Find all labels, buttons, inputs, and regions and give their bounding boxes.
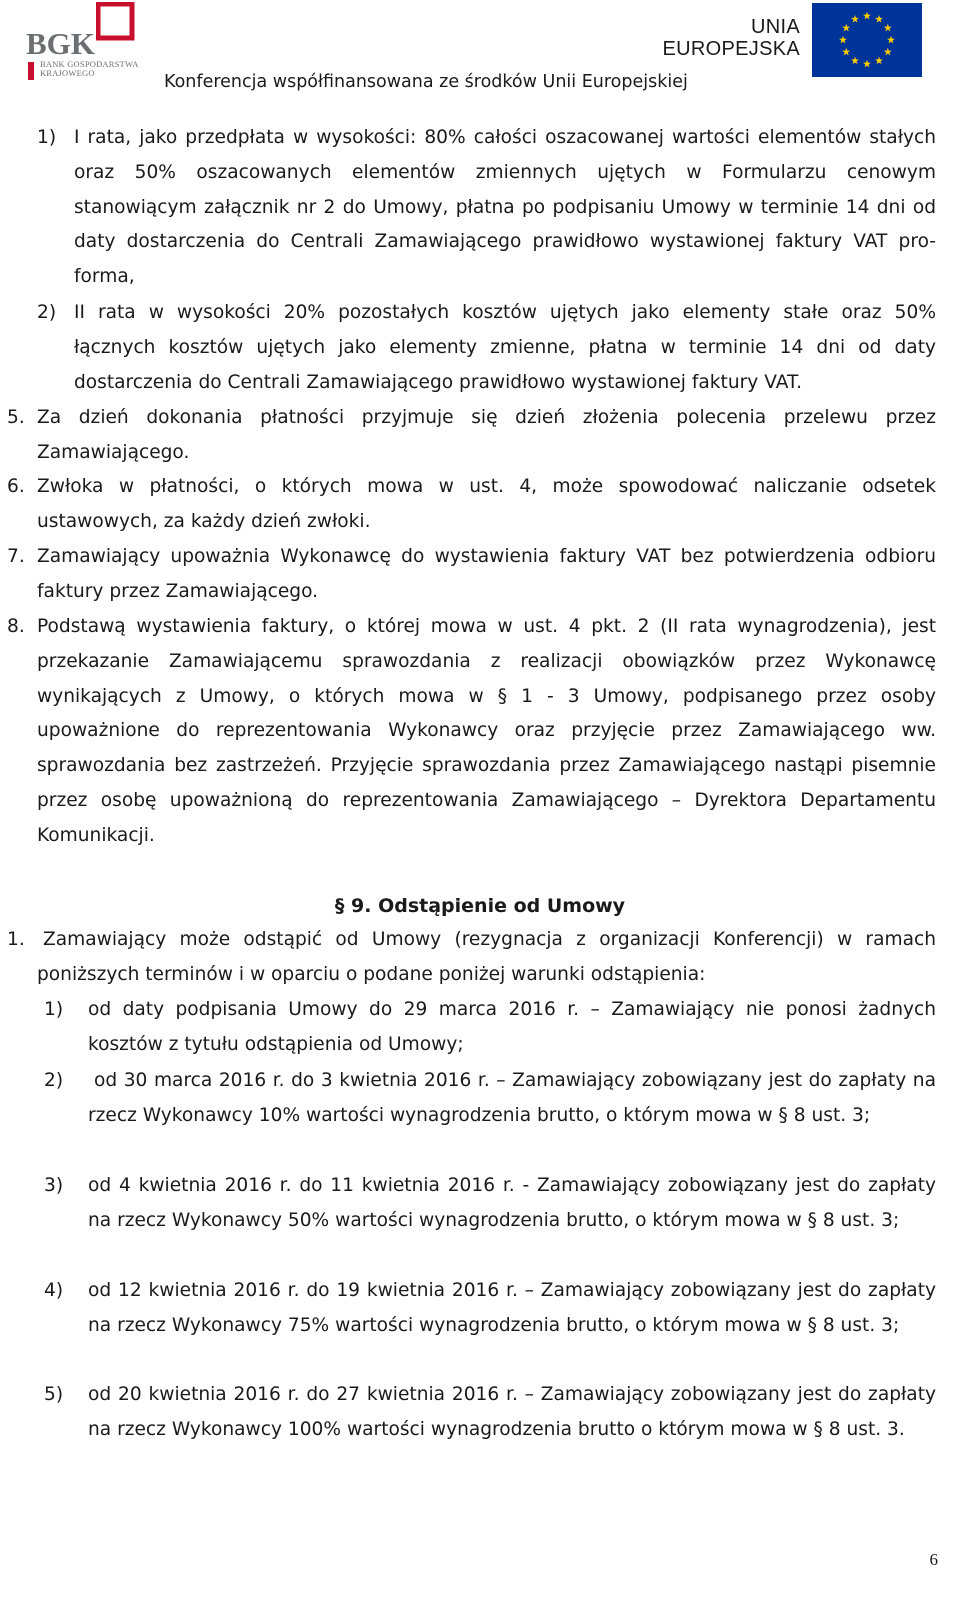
list-number: 1) — [37, 127, 57, 148]
clause-text: Podstawą wystawienia faktury, o której mowa w ust. 4 pkt. 2 (II rata wynagrodzenia), jest przekazanie Zamawiającemu sprawozdania z realizacji obowiązków przez Wykonawcę wynikających z Umowy, o których mowa w § 1 - 3 Umowy, podpisanego przez osoby upoważnione do reprezentowania Wykonawcy oraz przyjęcie przez Zamawiającego ww. sprawozdania bez zastrzeżeń. Przyjęcie sprawozdania przez Zamawiającego nastąpi pisemnie przez osobę upoważnioną do reprezentowania Zamawiającego – Dyrektora Departamentu Komunikacji. — [37, 616, 936, 846]
list-item-text: od 4 kwietnia 2016 r. do 11 kwietnia 2016 r. - Zamawiający zobowiązany jest do zapłaty na rzecz Wykonawcy 50% wartości wynagrodzenia brutto, o którym mowa w § 8 ust. 3; — [88, 1175, 936, 1231]
list-item-text: od 12 kwietnia 2016 r. do 19 kwietnia 2016 r. – Zamawiający zobowiązany jest do zapłaty na rzecz Wykonawcy 75% wartości wynagrodzenia brutto, o którym mowa w § 8 ust. 3; — [88, 1280, 936, 1336]
list-item-text: od daty podpisania Umowy do 29 marca 2016 r. – Zamawiający nie ponosi żadnych kosztów z tytułu odstąpienia od Umowy; — [88, 999, 936, 1055]
withdrawal-term — [44, 993, 936, 1063]
list-item-text: I rata, jako przedpłata w wysokości: 80% całości oszacowanej wartości elementów stałych oraz 50% oszacowanych elementów zmiennych ujętych w Formularzu cenowym stanowiącym załącznik nr 2 do Umowy, płatna po podpisaniu Umowy w terminie 14 dni od daty dostarczenia do Centrali Zamawiającego prawidłowo wystawionej faktury VAT pro-forma, — [74, 127, 936, 288]
page-header — [0, 0, 960, 100]
eu-label-line1: UNIA — [751, 16, 800, 38]
clause — [7, 401, 936, 471]
eu-label — [663, 16, 800, 60]
clause-text: Zwłoka w płatności, o których mowa w ust. 4, może spowodować naliczanie odsetek ustawowych, za każdy dzień zwłoki. — [37, 476, 936, 532]
payment-subitem — [37, 296, 936, 400]
withdrawal-term — [44, 1378, 936, 1448]
bgk-logo-text: BGK — [26, 26, 95, 61]
list-number: 4) — [44, 1280, 64, 1301]
eu-label-line2: EUROPEJSKA — [662, 38, 800, 60]
clause-text: Zamawiający upoważnia Wykonawcę do wystawienia faktury VAT bez potwierdzenia odbioru faktury przez Zamawiającego. — [37, 546, 936, 602]
list-number: 5) — [44, 1384, 64, 1405]
conference-cofinancing-line: Konferencja współfinansowana ze środków Unii Europejskiej — [164, 72, 688, 92]
list-item-text: od 20 kwietnia 2016 r. do 27 kwietnia 2016 r. – Zamawiający zobowiązany jest do zapłaty na rzecz Wykonawcy 100% wartości wynagrodzenia brutto o którym mowa w § 8 ust. 3. — [88, 1384, 936, 1440]
bgk-logo-square-icon — [96, 2, 142, 42]
clause — [7, 923, 936, 993]
clause-number: 1. — [7, 929, 25, 950]
clause-text: Za dzień dokonania płatności przyjmuje się dzień złożenia polecenia przelewu przez Zamawiającego. — [37, 407, 936, 463]
list-number: 2) — [44, 1070, 64, 1091]
bgk-logo-bar — [28, 62, 34, 80]
bgk-logo-subtitle: BANK GOSPODARSTWA KRAJOWEGO — [40, 59, 139, 78]
clause-number: 5. — [7, 407, 25, 428]
clause — [7, 540, 936, 610]
withdrawal-term — [44, 1169, 936, 1239]
clause — [7, 470, 936, 540]
list-number: 3) — [44, 1175, 64, 1196]
eu-flag-icon — [812, 3, 922, 77]
clause — [7, 610, 936, 854]
bgk-logo — [14, 2, 144, 84]
section-title: § 9. Odstąpienie od Umowy — [334, 895, 626, 917]
payment-subitem — [37, 121, 936, 295]
withdrawal-term — [44, 1064, 936, 1134]
list-number: 2) — [37, 302, 57, 323]
list-item-text: II rata w wysokości 20% pozostałych kosztów ujętych jako elementy stałe oraz 50% łącznych kosztów ujętych jako elementy zmienne, płatna w terminie 14 dni od daty dostarczenia do Centrali Zamawiającego prawidłowo wystawionej faktury VAT. — [74, 302, 936, 393]
withdrawal-term — [44, 1274, 936, 1344]
clause-number: 7. — [7, 546, 25, 567]
clause-number: 6. — [7, 476, 25, 497]
list-item-text: od 30 marca 2016 r. do 3 kwietnia 2016 r. – Zamawiający zobowiązany jest do zapłaty na rzecz Wykonawcy 10% wartości wynagrodzenia brutto, o którym mowa w § 8 ust. 3; — [88, 1070, 936, 1126]
clause-number: 8. — [7, 616, 25, 637]
list-number: 1) — [44, 999, 64, 1020]
page-number: 6 — [929, 1550, 938, 1569]
clause-text: Zamawiający może odstąpić od Umowy (rezygnacja z organizacji Konferencji) w ramach poniższych terminów i w oparciu o podane poniżej warunki odstąpienia: — [37, 929, 936, 985]
